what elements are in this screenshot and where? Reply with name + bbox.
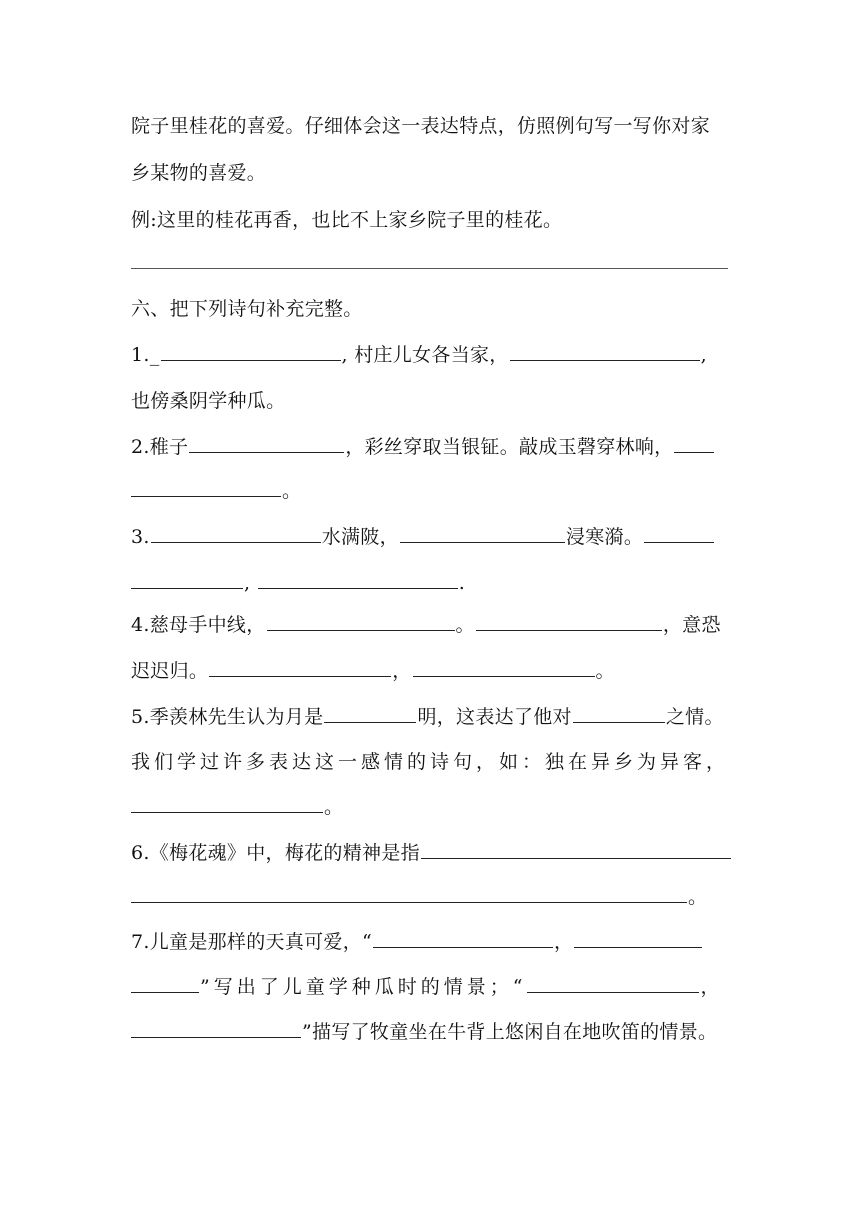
- q6-blank-1b[interactable]: [131, 884, 687, 903]
- question-1-line-2: 也傍桑阴学种瓜。: [131, 390, 286, 412]
- q1-blank-2[interactable]: [510, 342, 700, 361]
- q1-prefix: 1._: [131, 344, 160, 366]
- q5-end: 。: [324, 796, 344, 818]
- q7-blank-3[interactable]: [527, 974, 699, 993]
- question-6-line-1: [131, 840, 731, 866]
- q3-prefix: 3.: [131, 526, 150, 548]
- q4-end: 。: [595, 660, 615, 682]
- question-6-line-2: [131, 884, 731, 910]
- q1-text: , 村庄儿女各当家，: [341, 344, 509, 366]
- q2-text: ，彩丝穿取当银钲。敲成玉磬穿林响，: [345, 436, 674, 458]
- q5-text-2: 之情。: [665, 706, 724, 728]
- example-sentence: 例:这里的桂花再香，也比不上家乡院子里的桂花。: [131, 209, 563, 231]
- question-7-line-3: [131, 1019, 731, 1045]
- q3-comma: ,: [244, 572, 251, 594]
- q3-blank-2[interactable]: [400, 524, 565, 543]
- intro-line-1: 院子里桂花的喜爱。仔细体会这一表达特点，仿照例句写一写你对家: [131, 115, 711, 137]
- q7-blank-2b[interactable]: [131, 974, 199, 993]
- q2-blank-2b[interactable]: [131, 478, 281, 497]
- question-4-line-2: [131, 658, 731, 684]
- question-5-line-3: [131, 794, 731, 820]
- question-5-line-1: [131, 704, 731, 730]
- question-7-line-1: [131, 929, 731, 955]
- q1-blank-1[interactable]: [161, 342, 341, 361]
- question-2-line-1: [131, 434, 731, 460]
- q5-blank-1[interactable]: [324, 704, 416, 723]
- q5-blank-2[interactable]: [573, 704, 665, 723]
- q4-prefix: 4.慈母手中线，: [131, 614, 266, 636]
- q4-text: ，意恐: [662, 614, 721, 636]
- question-7-line-2: [131, 974, 731, 1000]
- q1-comma: ,: [700, 344, 707, 366]
- q7-blank-4[interactable]: [131, 1019, 301, 1038]
- q3-blank-3a[interactable]: [644, 524, 714, 543]
- q4-blank-4[interactable]: [413, 658, 595, 677]
- q2-end: 。: [282, 480, 302, 502]
- q6-blank-1a[interactable]: [421, 840, 731, 859]
- q4-blank-3[interactable]: [209, 658, 391, 677]
- q4-blank-1[interactable]: [267, 612, 455, 631]
- q7-blank-1[interactable]: [373, 929, 553, 948]
- question-1-line-1: [131, 342, 731, 368]
- q2-prefix: 2.稚子: [131, 436, 189, 458]
- q5-text-1: 明，这表达了他对: [417, 706, 572, 728]
- question-5-line-2: 我们学过许多表达这一感情的诗句，如：独在异乡为异客，: [131, 751, 730, 773]
- q7-sep-1: ，: [554, 931, 574, 953]
- q2-blank-1[interactable]: [189, 434, 344, 453]
- q3-blank-1[interactable]: [151, 524, 321, 543]
- q7-text-1: ”写出了儿童学种瓜时的情景；“: [200, 976, 527, 998]
- intro-line-2: 乡某物的喜爱。: [131, 162, 267, 184]
- q7-sep-2: ，: [700, 976, 720, 998]
- q3-end: .: [458, 572, 466, 594]
- question-3-line-2: [131, 570, 731, 596]
- q6-prefix: 6.《梅花魂》中，梅花的精神是指: [131, 842, 420, 864]
- q4-blank-2[interactable]: [476, 612, 662, 631]
- q4-sep-1: 。: [455, 614, 475, 636]
- section-6-heading: 六、把下列诗句补充完整。: [131, 298, 363, 320]
- q4-line2-prefix: 迟迟归。: [131, 660, 209, 682]
- q5-prefix: 5.季羡林先生认为月是: [131, 706, 324, 728]
- q2-blank-2a[interactable]: [674, 434, 714, 453]
- q3-blank-3b[interactable]: [131, 570, 243, 589]
- q5-blank-3[interactable]: [131, 794, 323, 813]
- q3-blank-4[interactable]: [258, 570, 458, 589]
- answer-line[interactable]: [131, 268, 728, 269]
- q6-end: 。: [688, 886, 708, 908]
- question-3-line-1: [131, 524, 731, 550]
- question-2-line-2: [131, 478, 731, 504]
- q3-text-2: 浸寒漪。: [565, 526, 644, 548]
- q7-text-2: ”描写了牧童坐在牛背上悠闲自在地吹笛的情景。: [302, 1021, 718, 1043]
- q3-text-1: 水满陂，: [321, 526, 399, 548]
- q7-prefix: 7.儿童是那样的天真可爱，“: [131, 931, 373, 953]
- question-4-line-1: [131, 612, 731, 638]
- q7-blank-2a[interactable]: [574, 929, 702, 948]
- q4-sep-2: ，: [392, 660, 412, 682]
